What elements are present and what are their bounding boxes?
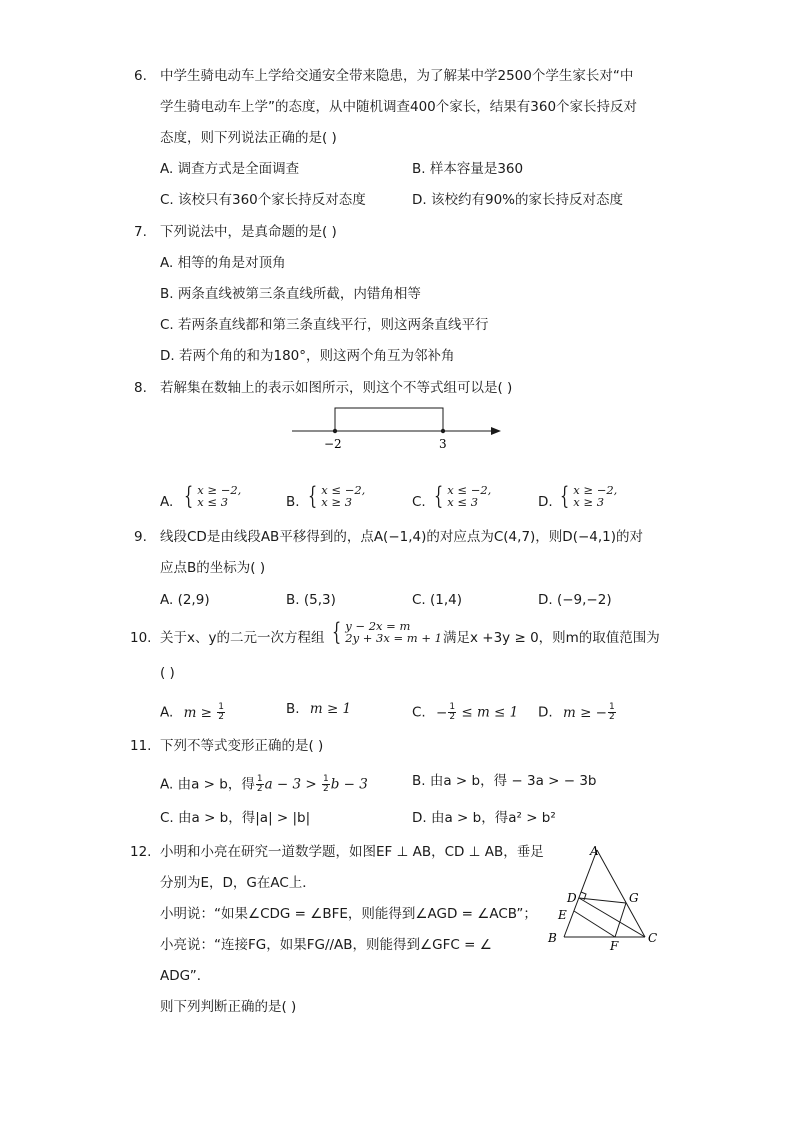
q10-option-c bbox=[412, 703, 518, 722]
q10-d-den: 2 bbox=[609, 712, 615, 722]
q8-d-line2: x ≥ 3 bbox=[573, 495, 605, 509]
q11-a-post: b − 3 bbox=[330, 776, 368, 793]
number-line-figure bbox=[288, 404, 518, 454]
point-right bbox=[441, 429, 445, 433]
q11-option-d: D. 由a > b，得a² > b² bbox=[412, 810, 556, 826]
solution-bracket bbox=[335, 408, 443, 431]
q8-option-a-system: { x ≥ −2, x ≤ 3 bbox=[184, 482, 242, 510]
q11-a-den2: 2 bbox=[323, 784, 329, 794]
label-right: 3 bbox=[439, 437, 447, 451]
q10-d-label: D. bbox=[538, 704, 553, 721]
q11-a-num2: 1 bbox=[323, 774, 329, 784]
q8-a-line1: x ≥ −2, bbox=[197, 483, 242, 497]
q7-option-b: B. 两条直线被第三条直线所截，内错角相等 bbox=[160, 286, 421, 302]
q10-option-b bbox=[286, 703, 351, 717]
q10-a-pre: m ≥ bbox=[183, 704, 217, 721]
label-c: C bbox=[648, 931, 658, 945]
q11-number: 11. bbox=[130, 738, 152, 754]
segment-ef bbox=[574, 911, 615, 937]
q7-number: 7. bbox=[134, 224, 147, 240]
q8-c-line2: x ≤ 3 bbox=[447, 495, 479, 509]
q11-option-c: C. 由a > b，得|a| > |b| bbox=[160, 810, 311, 826]
q11-a-num1: 1 bbox=[256, 774, 263, 784]
q6-stem-line2: 学生骑电动车上学”的态度，从中随机调查400个家长，结果有360个家长持反对 bbox=[160, 99, 638, 115]
q8-number: 8. bbox=[134, 380, 147, 396]
q8-a-line2: x ≤ 3 bbox=[197, 495, 229, 509]
q10-eq1: y − 2x = m bbox=[345, 619, 411, 633]
q10-c-den: 2 bbox=[449, 712, 456, 722]
q11-a-frac1 bbox=[256, 775, 264, 794]
q9-stem-line1: 线段CD是由线段AB平移得到的，点A(−1,4)的对应点为C(4,7)，则D(−4,1)的对 bbox=[160, 529, 644, 545]
q6-number: 6. bbox=[134, 68, 147, 84]
q10-stem-post: 满足x +3y ≥ 0，则m的取值范围为 bbox=[443, 630, 660, 646]
q11-a-den1: 2 bbox=[256, 784, 263, 794]
label-a: A bbox=[590, 844, 599, 858]
q7-option-a: A. 相等的角是对顶角 bbox=[160, 255, 286, 271]
q11-a-pre: A. 由a > b，得 bbox=[160, 776, 255, 793]
q10-c-num: 1 bbox=[449, 702, 456, 712]
q10-eq2: 2y + 3x = m + 1 bbox=[345, 631, 442, 645]
q8-b-line1: x ≤ −2, bbox=[321, 483, 366, 497]
q10-a-den: 2 bbox=[218, 712, 225, 722]
q8-option-d-label: D. bbox=[538, 494, 553, 510]
q10-stem-pre: 关于x、y的二元一次方程组 bbox=[160, 630, 325, 646]
q12-stem-line6: 则下列判断正确的是( ) bbox=[160, 999, 297, 1015]
q10-number: 10. bbox=[130, 630, 152, 646]
q6-option-d: D. 该校约有90%的家长持反对态度 bbox=[412, 192, 623, 208]
q8-d-line1: x ≥ −2, bbox=[573, 483, 618, 497]
q12-stem-line4: 小亮说：“连接FG，如果FG//AB，则能得到∠GFC = ∠ bbox=[160, 937, 492, 953]
q10-a-frac bbox=[217, 703, 225, 722]
q12-stem-line1: 小明和小亮在研究一道数学题，如图EF ⊥ AB，CD ⊥ AB，垂足 bbox=[160, 844, 544, 860]
q10-a-label: A. bbox=[160, 704, 174, 721]
q11-a-mid: a − 3 > bbox=[264, 776, 321, 793]
q8-option-d-system: { x ≥ −2, x ≥ 3 bbox=[560, 482, 618, 510]
q8-option-b-system: { x ≤ −2, x ≥ 3 bbox=[308, 482, 366, 510]
q10-a-num: 1 bbox=[218, 702, 225, 712]
label-f: F bbox=[610, 939, 619, 953]
q10-b-label: B. bbox=[286, 701, 300, 717]
label-b: B bbox=[548, 931, 557, 945]
q7-option-c: C. 若两条直线都和第三条直线平行，则这两条直线平行 bbox=[160, 317, 489, 333]
q10-d-num: 1 bbox=[609, 702, 615, 712]
q8-option-b-label: B. bbox=[286, 494, 300, 510]
q8-option-a-label: A. bbox=[160, 494, 174, 510]
q9-stem-line2: 应点B的坐标为( ) bbox=[160, 560, 266, 576]
q10-d-pre: m ≥ − bbox=[562, 704, 607, 721]
point-left bbox=[333, 429, 337, 433]
q12-stem-line3: 小明说：“如果∠CDG = ∠BFE，则能得到∠AGD = ∠ACB”； bbox=[160, 906, 537, 922]
q6-option-c: C. 该校只有360个家长持反对态度 bbox=[160, 192, 366, 208]
q10-c-label: C. bbox=[412, 704, 426, 721]
label-e: E bbox=[558, 908, 567, 922]
q6-option-b: B. 样本容量是360 bbox=[412, 161, 524, 177]
q7-stem: 下列说法中，是真命题的是( ) bbox=[160, 224, 337, 240]
q10-d-frac bbox=[608, 703, 616, 722]
q6-option-a: A. 调查方式是全面调查 bbox=[160, 161, 300, 177]
q8-c-line1: x ≤ −2, bbox=[447, 483, 492, 497]
number-line-arrow bbox=[491, 427, 501, 435]
q10-equation-system: { y − 2x = m 2y + 3x = m + 1 bbox=[332, 618, 442, 646]
q12-stem-line2: 分别为E，D，G在AC上． bbox=[160, 875, 316, 891]
label-d: D bbox=[567, 891, 577, 905]
q9-option-d: D. (−9,−2) bbox=[538, 592, 612, 608]
label-g: G bbox=[629, 891, 639, 905]
q10-c-post: ≤ m ≤ 1 bbox=[457, 704, 519, 721]
q8-option-c-system: { x ≤ −2, x ≤ 3 bbox=[434, 482, 492, 510]
geometry-figure bbox=[540, 840, 670, 955]
q8-option-c-label: C. bbox=[412, 494, 426, 510]
q7-option-d: D. 若两个角的和为180°，则这两个角互为邻补角 bbox=[160, 348, 455, 364]
q9-option-c: C. (1,4) bbox=[412, 592, 463, 608]
q11-a-frac2 bbox=[322, 775, 330, 794]
q10-option-a bbox=[160, 703, 226, 722]
q10-c-frac bbox=[448, 703, 456, 722]
q6-stem-line1: 中学生骑电动车上学给交通安全带来隐患，为了解某中学2500个学生家长对“中 bbox=[160, 68, 634, 84]
q9-number: 9. bbox=[134, 529, 147, 545]
q11-option-b: B. 由a > b，得 − 3a > − 3b bbox=[412, 773, 597, 789]
q8-stem: 若解集在数轴上的表示如图所示，则这个不等式组可以是( ) bbox=[160, 380, 513, 396]
q10-option-d bbox=[538, 703, 617, 722]
q6-stem-line3: 态度，则下列说法正确的是( ) bbox=[160, 130, 337, 146]
q11-stem: 下列不等式变形正确的是( ) bbox=[160, 738, 324, 754]
q10-b-text: m ≥ 1 bbox=[309, 701, 352, 717]
q8-b-line2: x ≥ 3 bbox=[321, 495, 353, 509]
q12-stem-line5: ADG”． bbox=[160, 968, 211, 984]
q10-c-pre: − bbox=[436, 704, 448, 721]
q11-option-a bbox=[160, 775, 368, 794]
q12-number: 12. bbox=[130, 844, 152, 860]
label-left: −2 bbox=[324, 437, 342, 451]
q10-stem-line2: ( ) bbox=[160, 665, 175, 681]
q9-option-a: A. (2,9) bbox=[160, 592, 210, 608]
q9-option-b: B. (5,3) bbox=[286, 592, 336, 608]
